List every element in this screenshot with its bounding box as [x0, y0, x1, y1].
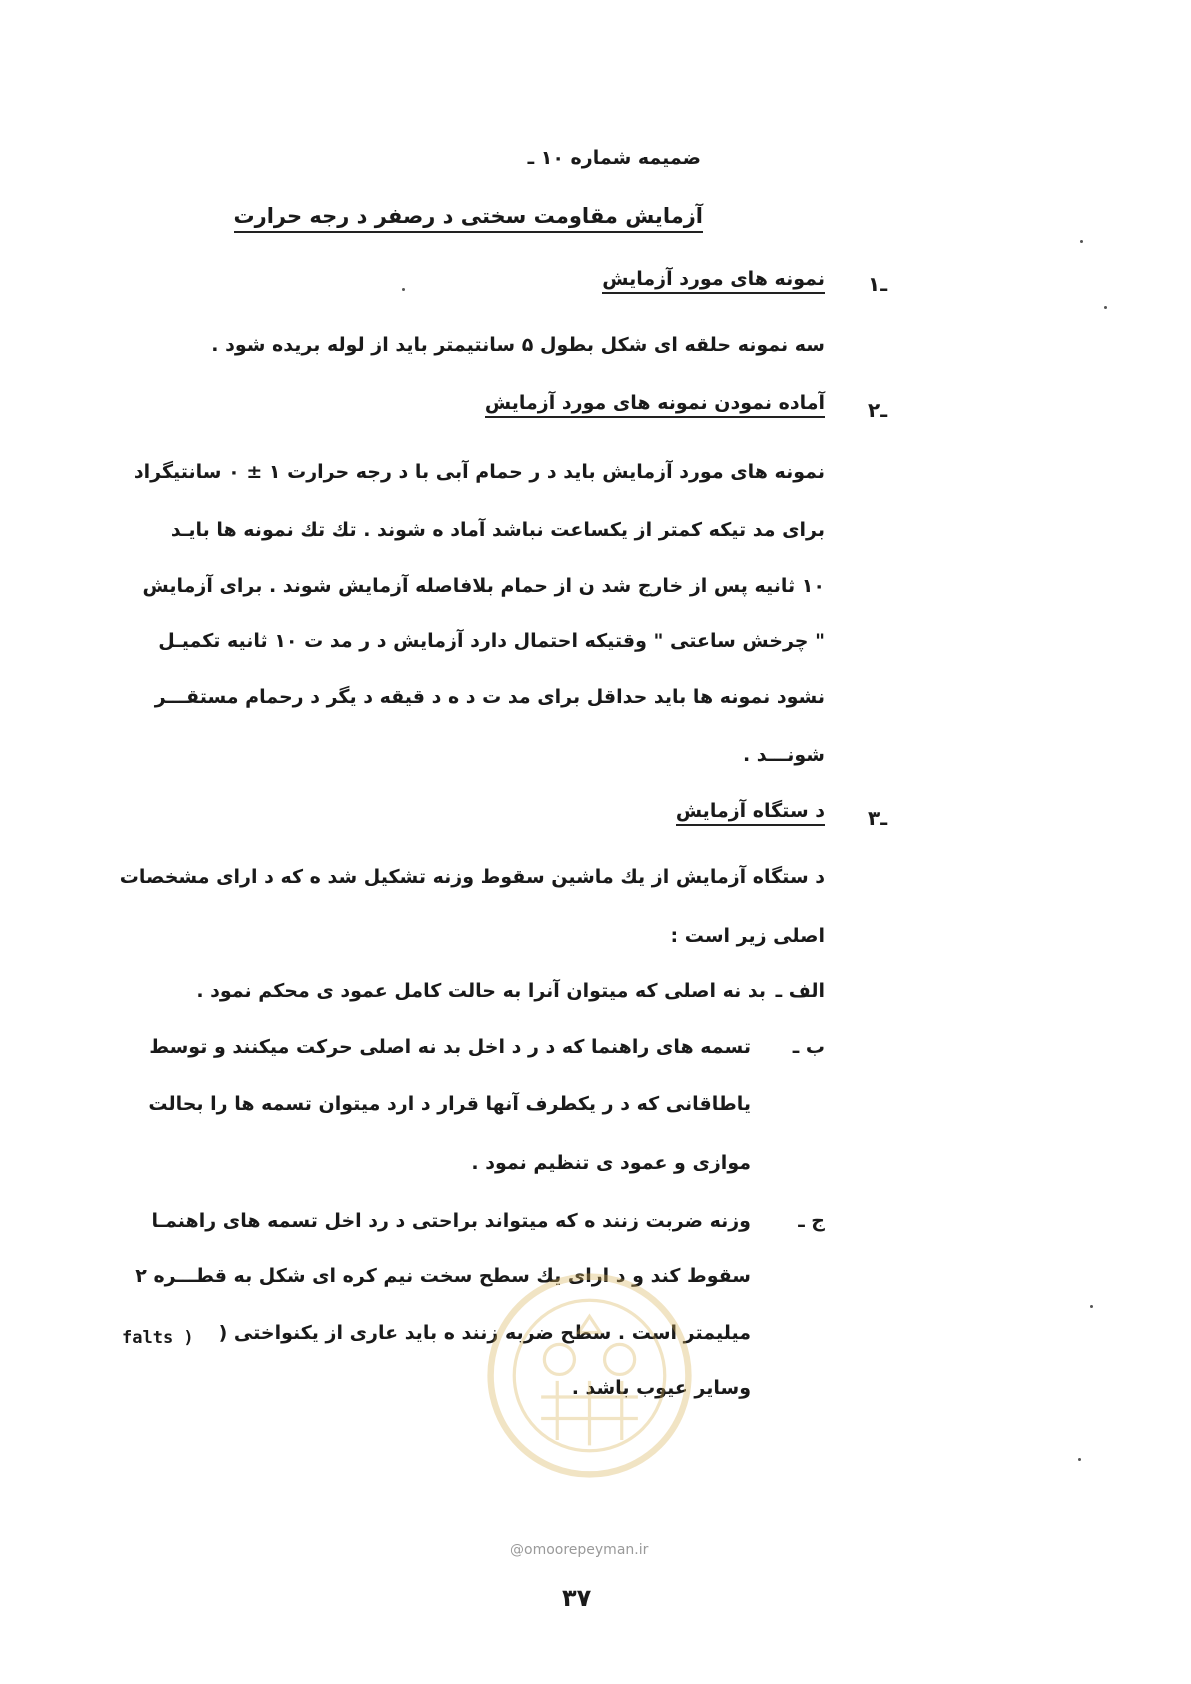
section-2-line-5: نشود نمونه ها باید حداقل برای مد ت د ه د قیقه د یگر د رحمام مستقـــر	[154, 686, 825, 708]
section-3-number: ۳ـ	[868, 806, 888, 830]
item-jim-line-1: وزنه ضربت زنند ه که میتواند براحتی د رد اخل تسمه های راهنمـا	[151, 1210, 751, 1232]
item-jim-label: ج ـ	[798, 1210, 825, 1232]
latin-term-falts: falts )	[122, 1328, 194, 1348]
page-number: ۳۷	[562, 1584, 592, 1612]
section-3-line-1: د ستگاه آزمایش از یك ماشین سقوط وزنه تشکیل شد ه که د ارای مشخصات	[119, 866, 825, 888]
annex-label: ضمیمه شماره ۱۰ ـ	[527, 147, 701, 169]
item-be-line-2: یاطاقانی که د ر یکطرف آنها قرار د ارد میتوان تسمه ها را بحالت	[148, 1093, 751, 1115]
section-2-heading: آماده نمودن نمونه های مورد آزمایش	[485, 392, 825, 418]
watermark-seal-icon	[482, 1268, 697, 1483]
section-1-line-1: سه نمونه حلقه ای شکل بطول ۵ سانتیمتر باید از لوله بریده شود .	[211, 334, 825, 356]
item-be-line-3: موازی و عمود ی تنظیم نمود .	[471, 1152, 751, 1174]
section-2-line-6: شونـــد .	[742, 744, 825, 766]
document-title: آزمایش مقاومت سختی د رصفر د رجه حرارت	[234, 204, 703, 233]
section-3-heading: د ستگاه آزمایش	[676, 800, 825, 826]
item-alef-label: الف ـ	[775, 980, 825, 1002]
item-be-label: ب ـ	[792, 1036, 825, 1058]
section-2-line-2: برای مد تیکه کمتر از یکساعت نباشد آماد ه شوند . تك تك نمونه ها بایـد	[170, 519, 825, 541]
watermark-url: @omoorepeyman.ir	[510, 1542, 649, 1558]
section-1-heading: نمونه های مورد آزمایش	[602, 268, 825, 294]
section-3-line-2: اصلی زیر است :	[670, 925, 825, 947]
section-1-number: ۱ـ	[868, 272, 888, 296]
section-2-line-4: " چرخش ساعتی " وقتیکه احتمال دارد آزمایش د ر مد ت ۱۰ ثانیه تکمیـل	[158, 630, 825, 652]
section-2-line-1: نمونه های مورد آزمایش باید د ر حمام آبی با د رجه حرارت ۱ ± ۰ سانتیگراد	[133, 461, 825, 483]
section-2-number: ۲ـ	[868, 398, 888, 422]
item-jim-line-2: سقوط کند و د ارای یك سطح سخت نیم کره ای شکل به قطـــره ۲	[135, 1265, 751, 1287]
item-jim-line-3: میلیمتر است . سطح ضربه زنند ه باید عاری از یکنواختی (	[218, 1322, 751, 1344]
item-be-line-1: تسمه های راهنما که د ر د اخل بد نه اصلی حرکت میکنند و توسط	[149, 1036, 751, 1058]
item-alef-line-1: بد نه اصلی که میتوان آنرا به حالت کامل عمود ی محکم نمود .	[196, 980, 766, 1002]
item-jim-line-4: وسایر عیوب باشد .	[571, 1377, 751, 1399]
section-2-line-3: ۱۰ ثانیه پس از خارج شد ن از حمام بلافاصله آزمایش شوند . برای آزمایش	[142, 575, 825, 597]
